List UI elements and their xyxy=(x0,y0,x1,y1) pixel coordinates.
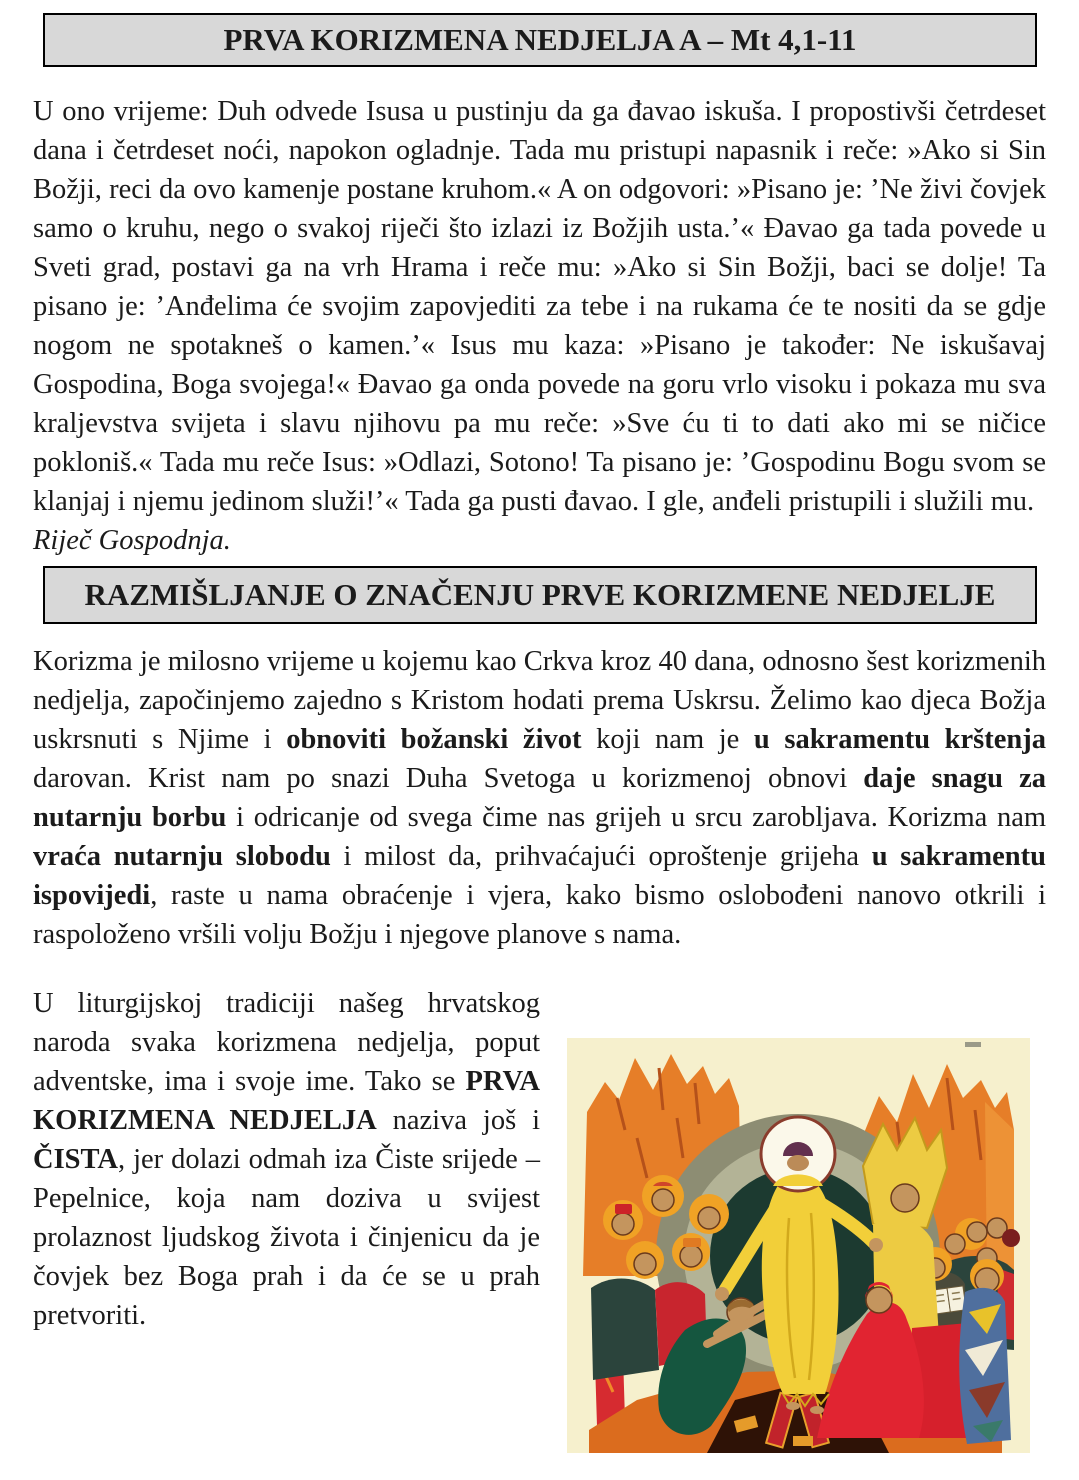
resurrection-icon-image xyxy=(567,1038,1030,1453)
gospel-closing: Riječ Gospodnja. xyxy=(33,525,231,556)
document-page xyxy=(0,13,1079,1480)
reflection-paragraph-1: Korizma je milosno vrijeme u kojemu kao Crkva kroz 40 dana, odnosno šest korizmenih nedjelja, započinjemo zajedno s Kristom hodati prema Uskrsu. Želimo kao djeca Božja uskrsnuti s Njime i obnoviti božanski život koji nam je u sakramentu krštenja darovan. Krist nam po snazi Duha Svetoga u korizmenoj obnovi daje snagu za nutarnju borbu i odricanje od svega čime nas grijeh u srcu zarobljava. Korizma nam vraća nutarnju slobodu i milost da, prihvaćajući oproštenje grijeha u sakramentu ispovijedi, raste u nama obraćenje i vjera, kako bismo oslobođeni nanovo otkrili i raspoloženo vršili volju Božju i njegove planove s nama. xyxy=(33,646,1047,950)
reflection-title-box xyxy=(43,566,1037,624)
reflection-title: RAZMIŠLJANJE O ZNAČENJU PRVE KORIZMENE NEDJELJE xyxy=(84,577,996,612)
gospel-title-box xyxy=(43,13,1037,67)
reflection-paragraph-2: U liturgijskoj tradiciji našeg hrvatskog naroda svaka korizmena nedjelja, poput adventske, ima i svoje ime. Tako se PRVA KORIZMENA NEDJELJA naziva još i ČISTA, jer dolazi odmah iza Čiste srijede – Pepelnice, koja nam doziva u svijest prolaznost ljudskog života i činjenicu da je čovjek bez Boga prah i da će se u prah pretvoriti. xyxy=(33,988,541,1331)
gospel-title: PRVA KORIZMENA NEDJELJA A – Mt 4,1-11 xyxy=(223,22,857,57)
gospel-text: U ono vrijeme: Duh odvede Isusa u pustinju da ga đavao iskuša. I propostivši četrdeset dana i četrdeset noći, napokon ogladnje. Tada mu pristupi napasnik i reče: »Ako si Sin Božji, reci da ovo kamenje postane kruhom.« A on odgovori: »Pisano je: ’Ne živi čovjek samo o kruhu, nego o svakoj riječi što izlazi iz Božjih usta.’« Đavao ga tada povede u Sveti grad, postavi ga na vrh Hrama i reče mu: »Ako si Sin Božji, baci se dolje! Ta pisano je: ’Anđelima će svojim zapovjediti za tebe i na rukama će te nositi da se gdje nogom ne spotakneš o kamen.’« Isus mu kaza: »Pisano je također: Ne iskušavaj Gospodina, Boga svojega!« Đavao ga onda povede na goru vrlo visoku i pokaza mu sva kraljevstva svijeta i slavu njihovu pa mu reče: »Sve ću ti to dati ako mi se ničice pokloniš.« Tada mu reče Isus: »Odlazi, Sotono! Ta pisano je: ’Gospodinu Bogu svom se klanjaj i njemu jedinom služi!’« Tada ga pusti đavao. I gle, anđeli pristupili i služili mu. xyxy=(33,96,1046,517)
